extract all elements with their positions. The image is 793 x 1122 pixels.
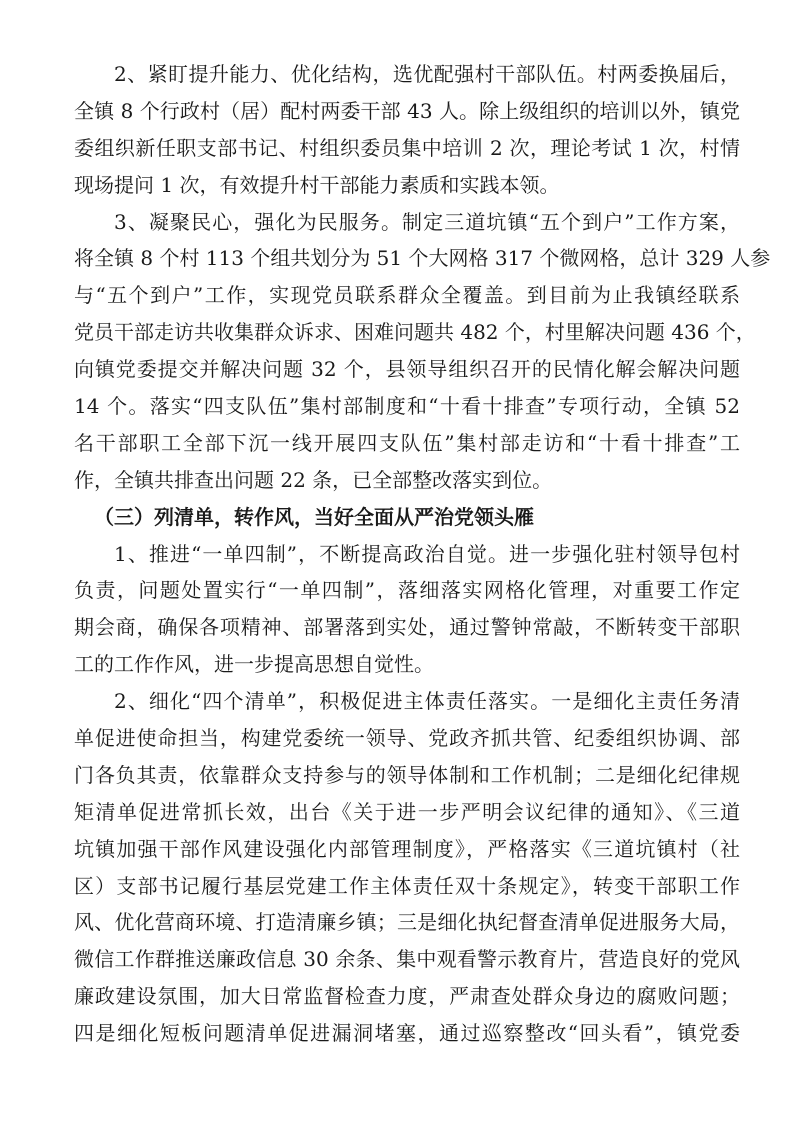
paragraph-line: 委组织新任职支部书记、村组织委员集中培训 2 次，理论考试 1 次，村情 [74, 135, 740, 160]
paragraph-line: 作，全镇共排查出问题 22 条，已全部整改落实到位。 [74, 467, 553, 492]
paragraph-line: 与“五个到户”工作，实现党员联系群众全覆盖。到目前为止我镇经联系 [74, 283, 740, 308]
paragraph-line: 党员干部走访共收集群众诉求、困难问题共 482 个，村里解决问题 436 个， [74, 320, 756, 345]
paragraph-line: 廉政建设氛围，加大日常监督检查力度，严肃查处群众身边的腐败问题； [74, 984, 740, 1009]
paragraph-line: 矩清单促进常抓长效，出台《关于进一步严明会议纪律的通知》、《三道 [74, 799, 740, 824]
paragraph-line: 全镇 8 个行政村（居）配村两委干部 43 人。除上级组织的培训以外，镇党 [74, 98, 740, 123]
paragraph-line: 四是细化短板问题清单促进漏洞堵塞，通过巡察整改“回头看”，镇党委 [74, 1021, 740, 1046]
paragraph-line: 向镇党委提交并解决问题 32 个，县领导组织召开的民情化解会解决问题 [74, 357, 740, 382]
paragraph-line: 微信工作群推送廉政信息 30 余条、集中观看警示教育片，营造良好的党风 [74, 947, 740, 972]
paragraph-line: 3、凝聚民心，强化为民服务。制定三道坑镇“五个到户”工作方案， [114, 209, 740, 234]
section-heading: （三）列清单，转作风，当好全面从严治党领头雁 [94, 504, 534, 529]
paragraph-line: 将全镇 8 个村 113 个组共划分为 51 个大网格 317 个微网格，总计 329 人参 [74, 246, 771, 271]
paragraph-line: 风、优化营商环境、打造清廉乡镇；三是细化执纪督查清单促进服务大局， [74, 910, 740, 935]
document-body [74, 56, 771, 1052]
paragraph-line: 2、细化“四个清单”，积极促进主体责任落实。一是细化主责任务清 [114, 689, 740, 714]
paragraph-line: 现场提问 1 次，有效提升村干部能力素质和实践本领。 [74, 172, 560, 197]
paragraph-line: 14 个。落实“四支队伍”集村部制度和“十看十排查”专项行动，全镇 52 [74, 394, 740, 419]
paragraph-line: 名干部职工全部下沉一线开展四支队伍”集村部走访和“十看十排查”工 [74, 430, 740, 455]
paragraph-line: 单促进使命担当，构建党委统一领导、党政齐抓共管、纪委组织协调、部 [74, 726, 740, 751]
paragraph-line: 门各负其责，依靠群众支持参与的领导体制和工作机制；二是细化纪律规 [74, 762, 740, 787]
paragraph-line: 期会商，确保各项精神、部署落到实处，通过警钟常敲，不断转变干部职 [74, 615, 740, 640]
paragraph-line: 工的工作作风，进一步提高思想自觉性。 [74, 652, 434, 677]
paragraph-line: 区）支部书记履行基层党建工作主体责任双十条规定》，转变干部职工作 [74, 873, 740, 898]
paragraph-line: 1、推进“一单四制”，不断提高政治自觉。进一步强化驻村领导包村 [114, 541, 740, 566]
paragraph-line: 负责，问题处置实行“一单四制”，落细落实网格化管理，对重要工作定 [74, 578, 740, 603]
paragraph-line: 2、紧盯提升能力、优化结构，选优配强村干部队伍。村两委换届后， [114, 62, 740, 86]
paragraph-line: 坑镇加强干部作风建设强化内部管理制度》，严格落实《三道坑镇村（社 [74, 836, 740, 861]
